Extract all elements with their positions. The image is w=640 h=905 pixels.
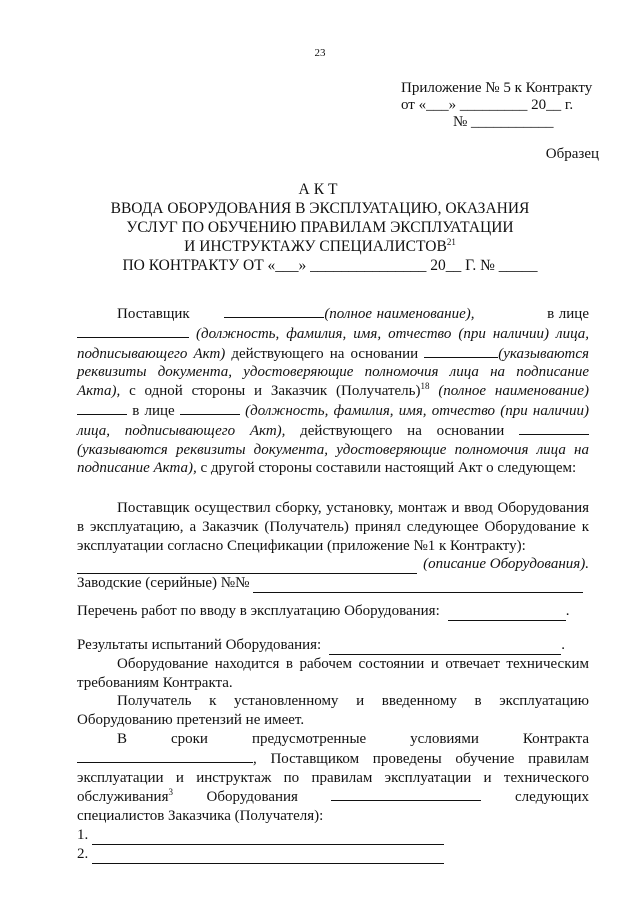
sample-label: Образец	[545, 146, 599, 162]
hint-text: (должность, фамилия, имя, отчество (при наличии) лица, подписывающего Акт),	[77, 402, 590, 439]
appendix-number-line: № ___________	[453, 114, 554, 130]
blank-line	[77, 324, 189, 338]
description-row	[77, 555, 589, 574]
blank-line	[77, 749, 253, 763]
list-number: 1.	[77, 826, 89, 843]
blank-line	[77, 559, 417, 574]
serial-numbers-row	[77, 574, 589, 593]
text: Заводские (серийные) №№	[77, 575, 250, 592]
hint-text: (описание Оборудования).	[423, 556, 589, 573]
blank-line	[77, 401, 127, 415]
test-results-paragraph: Результаты испытаний Оборудования: . Оборудование находится в рабочем состоянии и отвечает техническим требованиям Контракта. Получатель к установленному и введенному в эксплуатацию Оборудованию претензий не имеет. В сроки предусмотренные условиями Контракта , Поставщиком проведены обучение правилам эксплуатации и инструктаж по правилам эксплуатации и технического обслуживания$^3$ Оборудования следующих специалистов Заказчика (Получателя): 1. 2.	[77, 637, 589, 862]
blank-line	[224, 304, 324, 318]
appendix-line: Приложение № 5 к Контракту	[401, 80, 593, 96]
supplier-label: Поставщик	[117, 306, 190, 322]
text: Поставщик осуществил сборку, установку, монтаж и ввод Оборудования в эксплуатацию, а Заказчик (Получатель) принял следующее Оборудование к эксплуатации согласно Спецификации (приложение №1 к Контракту):	[77, 500, 589, 554]
list-item	[77, 845, 589, 864]
blank-line	[448, 607, 566, 621]
blank-line	[253, 578, 583, 593]
text: с другой стороны составили настоящий Акт о следующем:	[200, 460, 577, 477]
hint-text: (указываются реквизиты документа, удостоверяющие полномочия лица на подписание Акта),	[77, 345, 590, 400]
list-number: 2.	[77, 845, 89, 862]
hint-text: (указываются реквизиты документа, удостоверяющие полномочия лица на подписание Акта),	[77, 441, 589, 477]
hint-text: (полное наименование),	[324, 306, 475, 322]
text: с одной стороны и Заказчик (Получатель)	[129, 383, 421, 400]
appendix-header	[401, 80, 611, 131]
text: в лице	[547, 306, 589, 322]
text: действующего на основании	[300, 422, 505, 439]
text: следующих специалистов Заказчика (Получателя):	[77, 789, 589, 825]
text: действующего на основании	[231, 345, 419, 362]
hint-text: (должность, фамилия, имя, отчество (при наличии) лица, подписывающего Акт)	[77, 325, 589, 362]
works-list-paragraph: Перечень работ по вводу в эксплуатацию Оборудования: .	[77, 603, 570, 619]
title-line: ВВОДА ОБОРУДОВАНИЯ В ЭКСПЛУАТАЦИЮ, ОКАЗАНИЯ	[110, 200, 530, 217]
list-item	[77, 826, 589, 845]
text: В сроки предусмотренные условиями Контракта	[117, 730, 589, 747]
blank-line	[329, 641, 561, 655]
title-text: И ИНСТРУКТАЖУ СПЕЦИАЛИСТОВ	[184, 238, 447, 255]
equipment-paragraph	[77, 499, 589, 593]
footnote-ref: 21	[446, 236, 456, 247]
text: в лице	[132, 402, 175, 419]
title-line: УСЛУГ ПО ОБУЧЕНИЮ ПРАВИЛАМ ЭКСПЛУАТАЦИИ	[126, 219, 514, 236]
text: Результаты испытаний Оборудования:	[77, 637, 322, 653]
parties-paragraph	[77, 304, 589, 478]
blank-line	[424, 344, 498, 358]
footnote-ref: 3	[168, 787, 173, 798]
title-contract-line: ПО КОНТРАКТУ ОТ «___» _______________ 20__ Г. № _____	[122, 257, 538, 274]
blank-line	[519, 421, 589, 435]
blank-line	[180, 401, 240, 415]
hint-text: (полное наименование)	[438, 383, 589, 400]
text: Получатель к установленному и введенному в эксплуатацию Оборудованию претензий не имеет.	[77, 693, 589, 729]
text: Оборудования	[206, 789, 298, 806]
document-title	[0, 180, 640, 275]
blank-line	[92, 850, 444, 864]
title-act: АКТ	[298, 181, 342, 198]
blank-line	[92, 831, 444, 845]
text: Оборудование находится в рабочем состоянии и отвечает техническим требованиям Контракта.	[77, 655, 589, 691]
title-line	[0, 237, 640, 256]
footnote-ref: 18	[420, 381, 430, 392]
page-number: 23	[314, 47, 326, 59]
appendix-date-line: от «___» _________ 20__ г.	[401, 97, 574, 113]
text: , Поставщиком проведены обучение правилам эксплуатации и инструктаж по правилам эксплуатации и технического обслуживания	[77, 750, 589, 806]
text: Перечень работ по вводу в эксплуатацию Оборудования:	[77, 603, 440, 619]
blank-line	[331, 787, 481, 801]
